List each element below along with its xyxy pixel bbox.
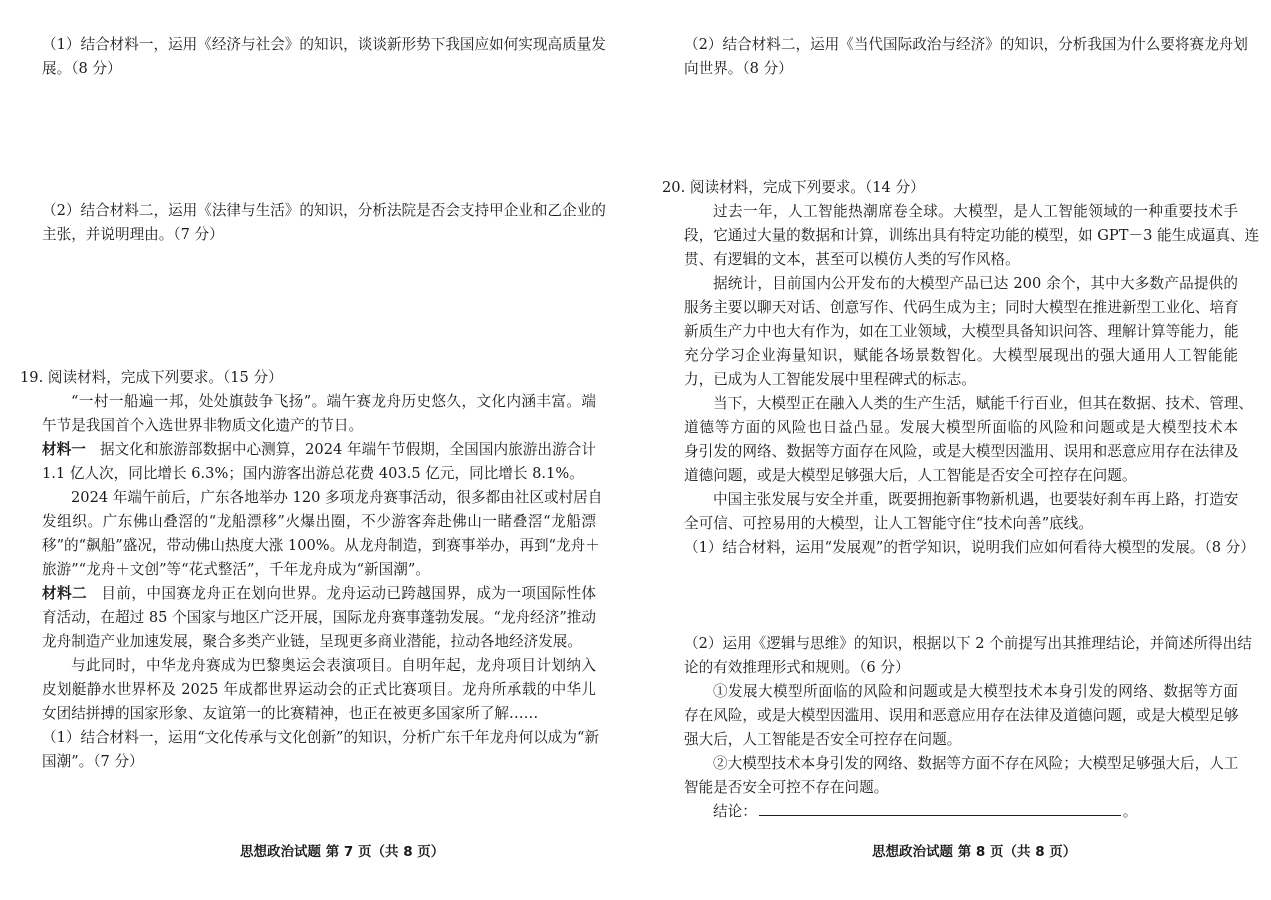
- conclusion-label: 结论：: [713, 803, 757, 820]
- q19-intro-line-1: “一村一船遍一邦，处处旗鼓争飞扬”。端午赛龙舟历史悠久，文化内涵丰富。端: [71, 393, 596, 410]
- page-footer-left: 思想政治试题 第 7 页（共 8 页）: [240, 844, 445, 860]
- q20-p1-line-2: 段，它通过大量的数据和计算，训练出具有特定功能的模型，如 GPT－3 能生成逼真、连: [684, 227, 1260, 244]
- q20-p1-line-1: 过去一年，人工智能热潮席卷全球。大模型，是人工智能领域的一种重要技术手: [713, 203, 1238, 220]
- q20-p4-line-2: 全可信、可控易用的大模型，让人工智能守住“技术向善”底线。: [684, 515, 1093, 532]
- q19-2-line-1: （2）结合材料二，运用《当代国际政治与经济》的知识，分析我国为什么要将赛龙舟划: [684, 36, 1248, 53]
- q18-2-line-2: 主张，并说明理由。（7 分）: [42, 226, 224, 243]
- conclusion-period: 。: [1122, 803, 1138, 820]
- q18-2-line-1: （2）结合材料二，运用《法律与生活》的知识，分析法院是否会支持甲企业和乙企业的: [42, 202, 606, 219]
- premise-1-line-2: 存在风险，或是大模型因滥用、误用和恶意应用存在法律及道德问题，或是大模型足够: [684, 707, 1239, 724]
- q19-2-line-2: 向世界。（8 分）: [684, 60, 793, 77]
- q19-intro-line-2: 午节是我国首个入选世界非物质文化遗产的节日。: [42, 417, 364, 434]
- q20-p2-line-1: 据统计，目前国内公开发布的大模型产品已达 200 余个，其中大多数产品提供的: [713, 275, 1238, 292]
- q20-p3-line-2: 道德等方面的风险也日益凸显。发展大模型所面临的风险和问题或是大模型技术本: [684, 419, 1238, 436]
- q20-2-line-1: （2）运用《逻辑与思维》的知识，根据以下 2 个前提写出其推理结论，并简述所得出结: [684, 635, 1252, 652]
- material-2-line-3: 龙舟制造产业加速发展，聚合多类产业链，呈现更多商业潜能，拉动各地经济发展。: [42, 633, 582, 650]
- material-2-line-2: 育活动，在超过 85 个国家与地区广泛开展，国际龙舟赛事蓬勃发展。“龙舟经济”推动: [42, 609, 596, 626]
- conclusion-blank-line: [759, 801, 1121, 816]
- material-2-label: 材料二: [42, 585, 87, 602]
- premise-2-line-2: 智能是否安全可控不存在问题。: [684, 779, 889, 796]
- q20-p3-line-3: 身引发的网络、数据等方面存在风险，或是大模型因滥用、误用和恶意应用存在法律及: [684, 443, 1239, 460]
- premise-1-line-3: 强大后，人工智能是否安全可控存在问题。: [684, 731, 962, 748]
- q19-title: 19. 阅读材料，完成下列要求。（15 分）: [20, 369, 283, 386]
- q20-p2-line-5: 力，已成为人工智能发展中里程碑式的标志。: [684, 371, 976, 388]
- conclusion-row: [684, 800, 1238, 824]
- q20-p1-line-3: 贯、有逻辑的文本，甚至可以模仿人类的写作风格。: [684, 251, 1020, 268]
- q20-p3-line-1: 当下，大模型正在融入人类的生产生活，赋能千行百业，但其在数据、技术、管理、: [713, 395, 1253, 412]
- material-1b-line-2: 发组织。广东佛山叠滘的“龙船漂移”火爆出圈，不少游客奔赴佛山一睹叠滘“龙船漂: [42, 513, 596, 530]
- material-1-line-2: 1.1 亿人次，同比增长 6.3%；国内游客出游总花费 403.5 亿元，同比增长 8.1%。: [42, 465, 584, 482]
- material-1-label: 材料一: [42, 441, 86, 458]
- material-1-line-1: 材料一 据文化和旅游部数据中心测算，2024 年端午节假期，全国国内旅游出游合计: [42, 441, 596, 458]
- q20-p2-line-3: 新质生产力中也大有作为，如在工业领域，大模型具备知识问答、理解计算等能力，能: [684, 323, 1239, 340]
- q19-1-line-2: 国潮”。（7 分）: [42, 753, 144, 770]
- q20-1-question: （1）结合材料，运用“发展观”的哲学知识，说明我们应如何看待大模型的发展。（8 分）: [684, 539, 1255, 556]
- premise-1-line-1: ①发展大模型所面临的风险和问题或是大模型技术本身引发的网络、数据等方面: [713, 683, 1238, 700]
- material-2b-line-1: 与此同时，中华龙舟赛成为巴黎奥运会表演项目。自明年起，龙舟项目计划纳入: [71, 657, 596, 674]
- material-2b-line-3: 女团结拼搏的国家形象、友谊第一的比赛精神，也正在被更多国家所了解……: [42, 705, 539, 722]
- q20-p2-line-2: 服务主要以聊天对话、创意写作、代码生成为主；同时大模型在推进新型工业化、培育: [684, 299, 1239, 316]
- material-1b-line-4: 旅游”“龙舟＋文创”等“花式整活”，千年龙舟成为“新国潮”。: [42, 561, 430, 578]
- material-2-line-1: 材料二 目前，中国赛龙舟正在划向世界。龙舟运动已跨越国界，成为一项国际性体: [42, 585, 596, 602]
- material-1b-line-1: 2024 年端午前后，广东各地举办 120 多项龙舟赛事活动，很多都由社区或村居自: [71, 489, 603, 506]
- material-2b-line-2: 皮划艇静水世界杯及 2025 年成都世界运动会的正式比赛项目。龙舟所承载的中华儿: [42, 681, 596, 698]
- premise-2-line-1: ②大模型技术本身引发的网络、数据等方面不存在风险；大模型足够强大后，人工: [713, 755, 1239, 772]
- q20-2-line-2: 论的有效推理形式和规则。（6 分）: [684, 659, 910, 676]
- page-footer-right: 思想政治试题 第 8 页（共 8 页）: [872, 844, 1077, 860]
- q20-p3-line-4: 道德问题，或是大模型足够强大后，人工智能是否安全可控存在问题。: [684, 467, 1137, 484]
- q18-1-line-2: 展。（8 分）: [42, 60, 122, 77]
- q18-1-line-1: （1）结合材料一，运用《经济与社会》的知识，谈谈新形势下我国应如何实现高质量发: [42, 36, 606, 53]
- q20-p2-line-4: 充分学习企业海量知识，赋能各场景数智化。大模型展现出的强大通用人工智能能: [684, 347, 1238, 364]
- material-1b-line-3: 移”的“飙船”盛况，带动佛山热度大涨 100%。从龙舟制造，到赛事举办，再到“龙舟＋: [42, 537, 600, 554]
- q20-title: 20. 阅读材料，完成下列要求。（14 分）: [662, 179, 925, 196]
- q19-1-line-1: （1）结合材料一，运用“文化传承与文化创新”的知识，分析广东千年龙舟何以成为“新: [42, 729, 600, 746]
- q20-p4-line-1: 中国主张发展与安全并重，既要拥抱新事物新机遇，也要装好刹车再上路，打造安: [713, 491, 1239, 508]
